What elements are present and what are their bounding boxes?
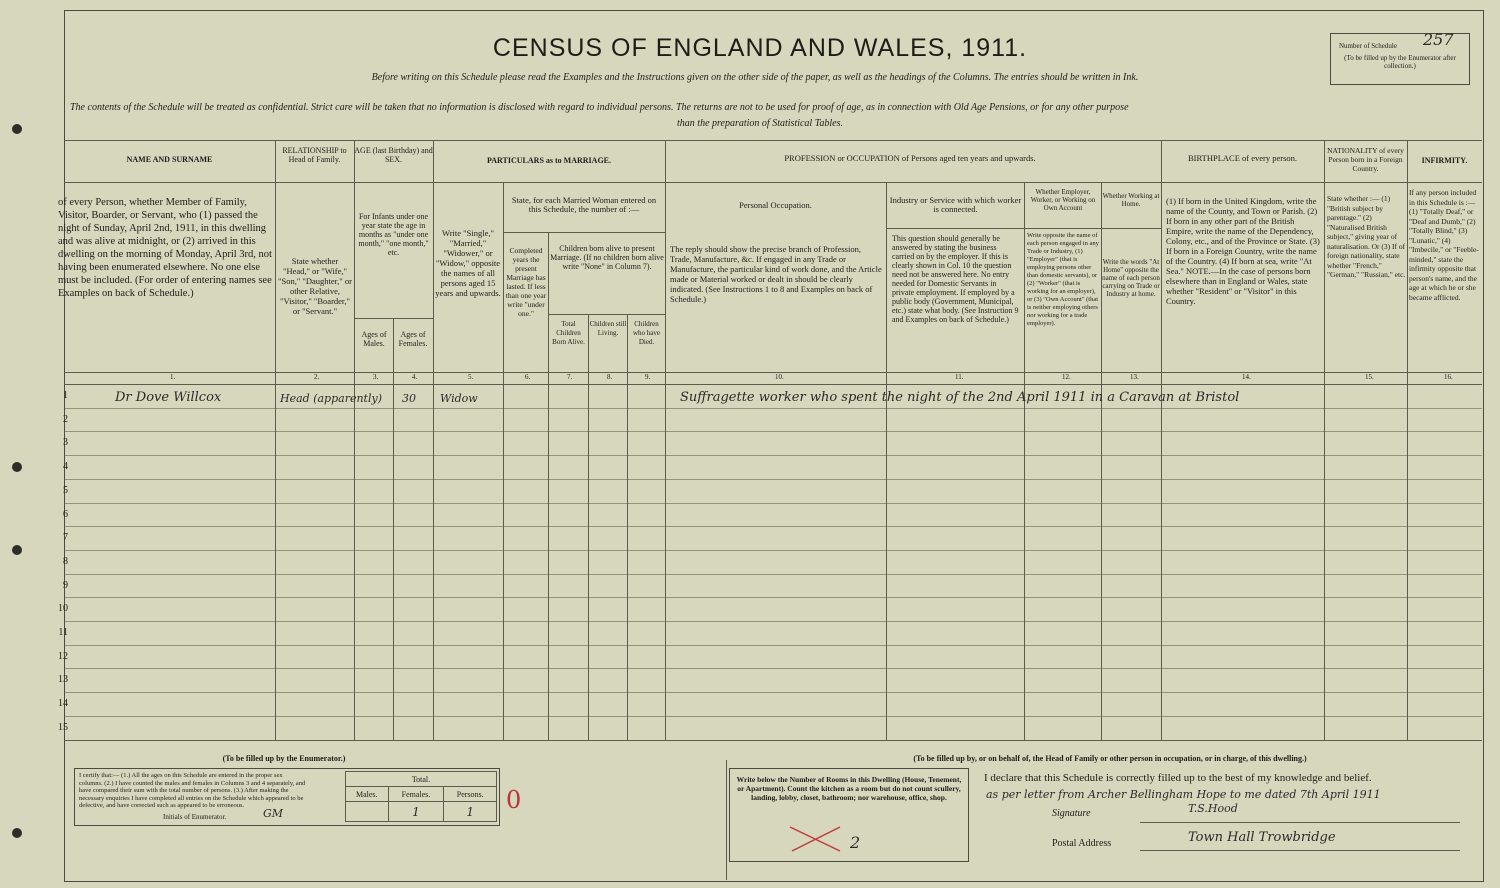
red-cross-mark	[786, 823, 846, 855]
row-line	[64, 716, 1482, 717]
col-line	[1407, 140, 1408, 740]
row-number: 3	[63, 437, 68, 448]
sub-header-line	[503, 232, 665, 233]
confidential-note-2: than the preparation of Statistical Tables.	[677, 118, 843, 129]
sub-header-line	[548, 314, 665, 315]
instructions-line: Before writing on this Schedule please read the Examples and the Instructions given on the other side of the paper, as well as the headings of the Columns. The entries should be written in Ink.	[371, 72, 1139, 83]
row-number: 15	[58, 722, 68, 733]
heading-name-desc: of every Person, whether Member of Family, Visitor, Boarder, or Servant, who (1) passed the night of Sunday, April 2nd, 1911, in this dwelling and was alive at midnight, or (2) arrived in this dwelling on the morning of Monday, April 3rd, not having been enumerated elsewhere. No one else must be included. (For order of entering names see Examples on back of Schedule.)	[58, 197, 272, 299]
row-number: 13	[58, 674, 68, 685]
column-number: 16.	[1444, 373, 1453, 381]
table-top-line	[64, 140, 1482, 141]
row-number: 10	[58, 603, 68, 614]
row-line	[64, 526, 1482, 527]
heading-infirmity: INFIRMITY.	[1421, 156, 1468, 165]
females-label: Females.	[388, 787, 444, 802]
sub-header-line	[354, 318, 433, 319]
col-line	[1161, 140, 1162, 740]
signature-line	[1140, 822, 1460, 823]
column-number: 4.	[412, 373, 418, 381]
row-number: 12	[58, 651, 68, 662]
schedule-number-value: 257	[1423, 30, 1454, 49]
row-number: 7	[63, 532, 68, 543]
row-number: 8	[63, 556, 68, 567]
binder-hole	[12, 828, 22, 838]
heading-still-living: Children still Living.	[589, 320, 627, 337]
total-label: Total.	[346, 772, 497, 787]
postal-address-label: Postal Address	[1052, 838, 1112, 849]
heading-age: AGE (last Birthday) and SEX.	[354, 146, 433, 164]
schedule-number-note: (To be filled up by the Enumerator after collection.)	[1344, 54, 1456, 70]
heading-relationship-desc: State whether "Head," or "Wife," "Son," "Daughter," or other Relative, "Visitor," "Boarder," or "Servant."	[278, 256, 352, 316]
row-number: 6	[63, 509, 68, 520]
col-line	[354, 140, 355, 740]
column-number: 12.	[1062, 373, 1071, 381]
column-number: 14.	[1242, 373, 1251, 381]
column-number: 13.	[1130, 373, 1139, 381]
row-line	[64, 645, 1482, 646]
signature-value: T.S.Hood	[1188, 802, 1238, 815]
males-count	[346, 802, 389, 822]
row-line	[64, 431, 1482, 432]
column-number: 1.	[170, 373, 176, 381]
header-sub-line	[64, 182, 1482, 183]
column-number: 2.	[314, 373, 320, 381]
page-title: CENSUS OF ENGLAND AND WALES, 1911.	[492, 34, 1028, 62]
col-line	[433, 140, 434, 740]
col-line	[886, 182, 887, 740]
row-number: 9	[63, 580, 68, 591]
heading-children-born: Children born alive to present Marriage. (If no children born alive write "None" in Column 7).	[550, 244, 664, 271]
column-number: 15.	[1365, 373, 1374, 381]
row-line	[64, 455, 1482, 456]
column-number: 8.	[607, 373, 613, 381]
row-number: 4	[63, 461, 68, 472]
heading-name: NAME AND SURNAME	[126, 155, 213, 164]
red-annotation: 0	[506, 786, 522, 814]
declaration-handwritten: as per letter from Archer Bellingham Hope to me dated 7th April 1911	[986, 788, 1381, 801]
heading-industry-desc: This question should generally be answered by stating the business carried on by the employer. If this is clearly shown in Col. 10 the question need not be answered here. No entry needed for Domestic Servants in private employment. If employed by a public body (Government, Municipal, etc.) state what body. (See Instruction 9 and Examples on back of Schedule.)	[892, 234, 1019, 324]
heading-died: Children who have Died.	[632, 320, 661, 346]
enumerator-certificate: I certify that:— (1.) All the ages on this Schedule are entered in the proper sex columns. (2.) I have counted the males and females in Columns 3 and 4 separately, and have compared their sum with the total number of persons. (3.) After making the necessary enquiries I have completed all entries on the Schedule which appeared to be defective, and have corrected such as appeared to be erroneous.	[79, 772, 306, 809]
row-number: 14	[58, 698, 68, 709]
heading-total-born: Total Children Born Alive.	[552, 320, 585, 346]
binder-hole	[12, 545, 22, 555]
declaration: I declare that this Schedule is correctly filled up to the best of my knowledge and belief.	[984, 772, 1372, 784]
col-line	[1024, 182, 1025, 740]
row-line	[64, 692, 1482, 693]
column-number: 10.	[775, 373, 784, 381]
head-heading: (To be filled up by, or on behalf of, the Head of Family or other person in occupation, or in charge, of this dwelling.)	[913, 754, 1307, 763]
heading-personal-occupation: Personal Occupation.	[739, 200, 812, 210]
row-line	[64, 597, 1482, 598]
entry-relationship: Head (apparently)	[280, 392, 382, 405]
row-number: 2	[63, 414, 68, 425]
males-label: Males.	[346, 787, 389, 802]
heading-employer-desc: Write opposite the name of each person engaged in any Trade or Industry, (1) "Employer" (that is employing persons other than domestic servants), or (2) "Worker" (that is working for an employer), or (3) "Own Account" (that is neither employing others nor working for a trade employer).	[1027, 232, 1099, 327]
row-line	[64, 668, 1482, 669]
heading-at-home-desc: Write the words "At Home" opposite the name of each person carrying on Trade or Industry at home.	[1102, 258, 1160, 298]
entry-occupation: Suffragette worker who spent the night of the 2nd April 1911 in a Caravan at Bristol	[680, 390, 1240, 405]
heading-ages-males: Ages of Males.	[361, 330, 387, 348]
heading-marriage: PARTICULARS as to MARRIAGE.	[486, 156, 612, 165]
females-count: 1	[388, 802, 444, 822]
column-number: 5.	[468, 373, 474, 381]
heading-birthplace: BIRTHPLACE of every person.	[1187, 153, 1298, 163]
column-number: 9.	[645, 373, 651, 381]
heading-industry: Industry or Service with which worker is connected.	[889, 195, 1022, 214]
column-number: 3.	[373, 373, 379, 381]
address-line	[1140, 850, 1460, 851]
persons-label: Persons.	[444, 787, 497, 802]
row-line	[64, 574, 1482, 575]
signature-label: Signature	[1052, 808, 1091, 819]
col-line	[275, 140, 276, 740]
heading-employer: Whether Employer, Worker, or Working on Own Account	[1030, 188, 1096, 212]
enumerator-initials-label: Initials of Enumerator.	[163, 813, 227, 821]
heading-completed-years: Completed years the present Marriage has lasted. If less than one year write "under one."	[505, 246, 547, 318]
rows-start-line	[64, 384, 1482, 385]
col-line	[627, 314, 628, 740]
enumerator-certificate-box	[74, 768, 500, 826]
entry-name: Dr Dove Willcox	[115, 390, 222, 405]
heading-married-woman: State, for each Married Woman entered on this Schedule, the number of :—	[511, 195, 657, 214]
entry-age-female: 30	[402, 392, 416, 405]
binder-hole	[12, 124, 22, 134]
schedule-number-box	[1330, 30, 1470, 85]
row-line	[64, 479, 1482, 480]
row-line	[64, 621, 1482, 622]
column-number-line	[64, 372, 1482, 373]
heading-profession: PROFESSION or OCCUPATION of Persons aged ten years and upwards.	[784, 153, 1036, 163]
column-number: 7.	[567, 373, 573, 381]
bottom-divider	[726, 760, 727, 880]
heading-ages-females: Ages of Females.	[398, 330, 428, 348]
rooms-count: 2	[850, 833, 861, 852]
row-number: 11	[58, 627, 68, 638]
heading-relationship: RELATIONSHIP to Head of Family.	[282, 146, 347, 164]
rooms-instruction: Write below the Number of Rooms in this Dwelling (House, Tenement, or Apartment). Count the kitchen as a room but do not count scullery, landing, lobby, closet, bathroom; nor warehouse, office, shop.	[736, 775, 962, 802]
entry-marital: Widow	[440, 392, 478, 405]
row-line	[64, 408, 1482, 409]
binder-hole	[12, 462, 22, 472]
confidential-note-1: The contents of the Schedule will be treated as confidential. Strict care will be taken that no information is disclosed with regard to individual persons. The returns are not to be used for proof of age, as in connection with Old Age Pensions, or for any other purpose	[70, 102, 1129, 113]
heading-nationality-desc: State whether :— (1) "British subject by parentage." (2) "Naturalised British subject," giving year of naturalisation. Or (3) If of foreign nationality, state whether "French," "German," "Russian," etc.	[1327, 194, 1406, 279]
col-line	[588, 314, 589, 740]
heading-nationality: NATIONALITY of every Person born in a Foreign Country.	[1327, 146, 1404, 173]
schedule-number-label: Number of Schedule	[1339, 42, 1397, 50]
col-line	[665, 140, 666, 740]
enumerator-initials: GM	[263, 807, 284, 820]
enumerator-heading: (To be filled up by the Enumerator.)	[222, 754, 346, 763]
heading-marriage-write: Write "Single," "Married," "Widower," or "Widow," opposite the names of all persons aged 15 years and upwards.	[435, 228, 501, 298]
heading-personal-occupation-desc: The reply should show the precise branch of Profession, Trade, Manufacture, &c. If engaged in any Trade or Manufacture, the particular kind of work done, and the Article made or Material worked or dealt in should be clearly indicated. (See Instructions 1 to 8 and Examples on back of Schedule.)	[670, 244, 882, 304]
heading-infirmity-desc: If any person included in this Schedule is :— (1) "Totally Deaf," or "Deaf and Dumb," (2) "Totally Blind," (3) "Lunatic," (4) "Imbecile," or "Feeble-minded," state the infirmity opposite that person's name, and the age at which he or she became afflicted.	[1409, 188, 1479, 302]
postal-address-value: Town Hall Trowbridge	[1188, 830, 1336, 845]
heading-age-desc: For Infants under one year state the age in months as "under one month," "one month," etc.	[358, 212, 429, 257]
col-line	[1324, 140, 1325, 740]
total-table	[345, 771, 497, 822]
col-line	[548, 232, 549, 740]
row-number: 5	[63, 485, 68, 496]
col-line	[393, 318, 394, 740]
row-line	[64, 550, 1482, 551]
heading-at-home: Whether Working at Home.	[1102, 192, 1160, 208]
column-number: 6.	[525, 373, 531, 381]
heading-birthplace-desc: (1) If born in the United Kingdom, write the name of the County, and Town or Parish. (2) If born in any other part of the British Empire, write the name of the Dependency, Colony, etc., and of the Province or State. (3) If born in a Foreign Country, write the name of the Country. (4) If born at sea, write "At Sea." NOTE.—In the case of persons born elsewhere than in England or Wales, state whether "Resident" or "Visitor" in this Country.	[1166, 196, 1320, 306]
row-line	[64, 740, 1482, 741]
rooms-box	[729, 768, 969, 862]
persons-count: 1	[444, 802, 497, 822]
column-number: 11.	[955, 373, 964, 381]
sub-header-line	[886, 228, 1161, 229]
row-line	[64, 503, 1482, 504]
row-number: 1	[63, 390, 68, 401]
